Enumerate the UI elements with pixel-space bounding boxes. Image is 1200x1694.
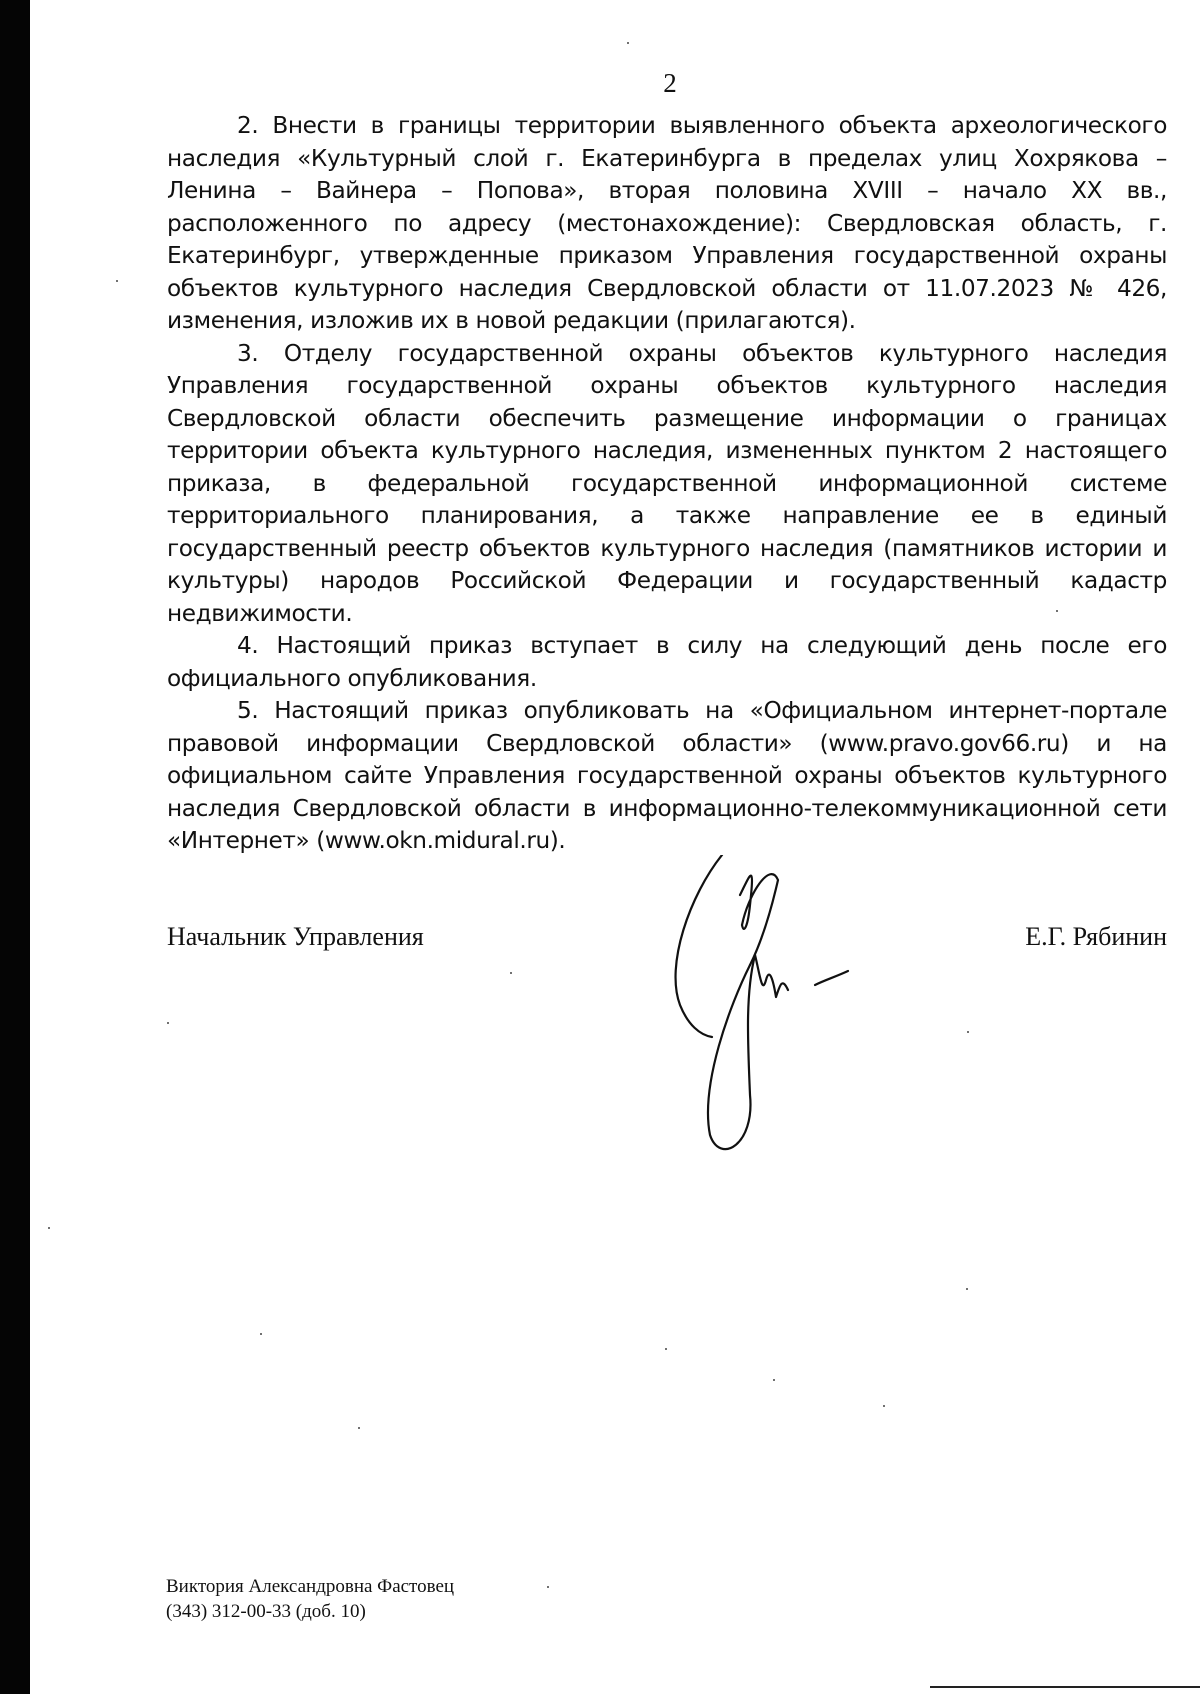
- paragraph-item-3: 3. Отделу государственной охраны объектов культурного наследия Управления государственной охраны объектов культурного наследия Свердловской области обеспечить размещение информации о границах территории объекта культурного наследия, измененных пунктом 2 настоящего приказа, в федеральной государственной информационной системе территориального планирования, а также направление ее в единый государственный реестр объектов культурного наследия (памятников истории и культуры) народов Российской Федерации и государственный кадастр недвижимости.: [167, 339, 1167, 627]
- bottom-rule: [930, 1686, 1200, 1688]
- scan-speck: [967, 1031, 969, 1033]
- scan-edge: [0, 0, 30, 1694]
- executor-block: [166, 1574, 454, 1624]
- scan-speck: [966, 1288, 968, 1290]
- page-number: 2: [663, 68, 677, 98]
- scan-speck: [665, 1348, 667, 1350]
- scan-speck: [358, 1427, 360, 1429]
- scan-speck: [627, 42, 629, 44]
- scan-speck: [167, 1022, 169, 1024]
- scan-speck: [116, 280, 118, 282]
- executor-name: Виктория Александровна Фастовец: [166, 1576, 455, 1597]
- paragraph-item-2: 2. Внести в границы территории выявленного объекта археологического наследия «Культурный слой г. Екатеринбурга в пределах улиц Хохрякова – Ленина – Вайнера – Попова», вторая половина XVIII – начало XX вв., расположенного по адресу (местонахождение): Свердловская область, г. Екатеринбург, утвержденные приказом Управления государственной охраны объектов культурного наследия Свердловской области от 11.07.2023 № 426, изменения, изложив их в новой редакции (прилагаются).: [167, 112, 1167, 334]
- signer-name: Е.Г. Рябинин: [1025, 922, 1167, 951]
- scan-speck: [260, 1333, 262, 1335]
- scan-speck: [1056, 610, 1058, 612]
- scan-speck: [510, 972, 512, 974]
- scan-speck: [773, 1379, 775, 1381]
- document-body: [167, 110, 1167, 858]
- signature-block: [167, 922, 1167, 958]
- executor-phone: (343) 312-00-33 (доб. 10): [166, 1601, 366, 1622]
- scan-speck: [547, 1586, 549, 1588]
- handwritten-signature: [670, 855, 910, 1155]
- scan-speck: [48, 1227, 50, 1229]
- scan-speck: [883, 1405, 885, 1407]
- paragraph-item-5: 5. Настоящий приказ опубликовать на «Официальном интернет-портале правовой информации Свердловской области» (www.pravo.gov66.ru) и на официальном сайте Управления государственной охраны объектов культурного наследия Свердловской области в информационно-телекоммуникационной сети «Интернет» (www.okn.midural.ru).: [167, 697, 1167, 854]
- paragraph-item-4: 4. Настоящий приказ вступает в силу на следующий день после его официального опубликования.: [167, 632, 1167, 692]
- signer-title: Начальник Управления: [167, 922, 424, 951]
